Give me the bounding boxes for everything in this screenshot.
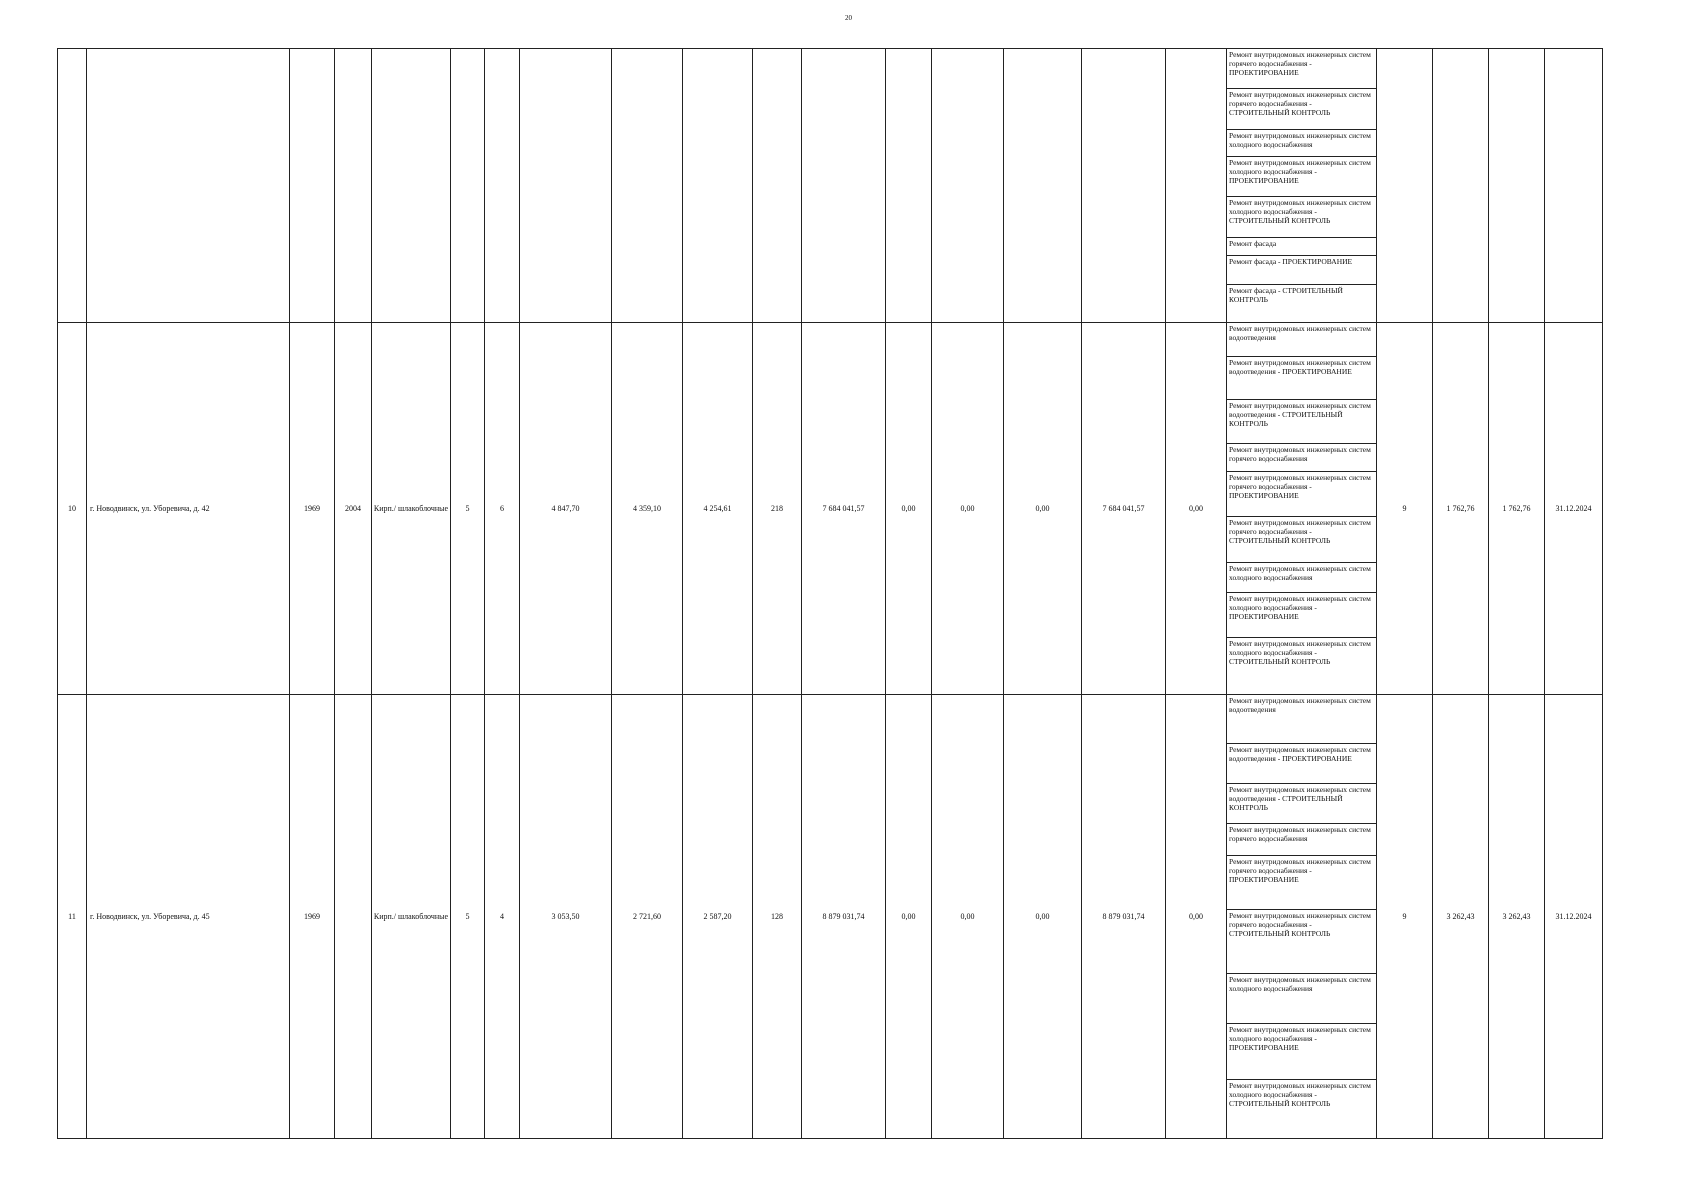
limit-per-m2-cell: 3 262,43	[1489, 695, 1545, 1139]
address-cell: г. Новодвинск, ул. Уборевича, д. 45	[87, 695, 290, 1139]
work-kind-cell: 9	[1377, 323, 1433, 695]
wall-material-cell	[372, 49, 451, 323]
year-overhaul-cell: 2004	[335, 323, 372, 695]
work-item: Ремонт внутридомовых инженерных систем горячего водоснабжения	[1227, 444, 1376, 472]
regional-cost-cell: 0,00	[932, 323, 1004, 695]
entrances-cell: 6	[485, 323, 520, 695]
table-row	[58, 49, 1603, 323]
entrances-cell: 4	[485, 695, 520, 1139]
work-item: Ремонт внутридомовых инженерных систем водоотведения - СТРОИТЕЛЬНЫЙ КОНТРОЛЬ	[1227, 784, 1376, 824]
other-cost-cell	[1166, 49, 1227, 323]
limit-per-m2-cell	[1489, 49, 1545, 323]
work-item: Ремонт внутридомовых инженерных систем холодного водоснабжения - ПРОЕКТИРОВАНИЕ	[1227, 157, 1376, 197]
total-area-cell: 3 053,50	[520, 695, 612, 1139]
works-list-cell	[1227, 49, 1377, 323]
fund-cost-cell: 0,00	[886, 323, 932, 695]
work-item: Ремонт внутридомовых инженерных систем горячего водоснабжения - ПРОЕКТИРОВАНИЕ	[1227, 49, 1376, 89]
work-item: Ремонт внутридомовых инженерных систем водоотведения - СТРОИТЕЛЬНЫЙ КОНТРОЛЬ	[1227, 400, 1376, 444]
table-row	[58, 323, 1603, 695]
premises-area-cell	[612, 49, 683, 323]
page-number: 20	[845, 14, 852, 22]
work-item: Ремонт внутридомовых инженерных систем горячего водоснабжения - ПРОЕКТИРОВАНИЕ	[1227, 472, 1376, 517]
work-item: Ремонт внутридомовых инженерных систем водоотведения - ПРОЕКТИРОВАНИЕ	[1227, 744, 1376, 784]
work-item: Ремонт внутридомовых инженерных систем горячего водоснабжения	[1227, 824, 1376, 856]
row-number-cell: 11	[58, 695, 87, 1139]
year-overhaul-cell	[335, 695, 372, 1139]
work-item: Ремонт внутридомовых инженерных систем холодного водоснабжения - СТРОИТЕЛЬНЫЙ КОНТРОЛЬ	[1229, 639, 1371, 666]
residents-cell: 218	[753, 323, 802, 695]
premises-area-cell: 2 721,60	[612, 695, 683, 1139]
limit-per-m2-cell: 1 762,76	[1489, 323, 1545, 695]
year-built-cell	[290, 49, 335, 323]
cost-per-m2-cell	[1433, 49, 1489, 323]
work-item: Ремонт фасада - СТРОИТЕЛЬНЫЙ КОНТРОЛЬ	[1229, 286, 1343, 304]
municipal-cost-cell: 0,00	[1004, 695, 1082, 1139]
deadline-cell: 31.12.2024	[1545, 695, 1603, 1139]
floors-cell: 5	[451, 323, 485, 695]
deadline-cell: 31.12.2024	[1545, 323, 1603, 695]
entrances-cell	[485, 49, 520, 323]
capital-repair-table	[57, 48, 1603, 1139]
owners-cost-cell: 7 684 041,57	[1082, 323, 1166, 695]
work-item: Ремонт внутридомовых инженерных систем холодного водоснабжения	[1227, 563, 1376, 593]
residents-cell: 128	[753, 695, 802, 1139]
fund-cost-cell	[886, 49, 932, 323]
municipal-cost-cell	[1004, 49, 1082, 323]
work-item: Ремонт внутридомовых инженерных систем холодного водоснабжения - СТРОИТЕЛЬНЫЙ КОНТРОЛЬ	[1229, 1081, 1371, 1108]
floors-cell: 5	[451, 695, 485, 1139]
owners-cost-cell: 8 879 031,74	[1082, 695, 1166, 1139]
total-cost-cell: 7 684 041,57	[802, 323, 886, 695]
total-area-cell: 4 847,70	[520, 323, 612, 695]
work-item: Ремонт внутридомовых инженерных систем водоотведения	[1227, 323, 1376, 357]
cost-per-m2-cell: 3 262,43	[1433, 695, 1489, 1139]
floors-cell	[451, 49, 485, 323]
cost-per-m2-cell: 1 762,76	[1433, 323, 1489, 695]
other-cost-cell: 0,00	[1166, 695, 1227, 1139]
total-cost-cell	[802, 49, 886, 323]
premises-area-cell: 4 359,10	[612, 323, 683, 695]
work-item: Ремонт фасада - ПРОЕКТИРОВАНИЕ	[1227, 256, 1376, 285]
regional-cost-cell	[932, 49, 1004, 323]
work-item: Ремонт фасада	[1227, 238, 1376, 256]
residential-area-cell	[683, 49, 753, 323]
residential-area-cell: 4 254,61	[683, 323, 753, 695]
work-kind-cell: 9	[1377, 695, 1433, 1139]
address-cell	[87, 49, 290, 323]
work-item: Ремонт внутридомовых инженерных систем холодного водоснабжения - ПРОЕКТИРОВАНИЕ	[1227, 593, 1376, 638]
works-list-cell	[1227, 323, 1377, 695]
work-kind-cell	[1377, 49, 1433, 323]
work-items-list	[1227, 695, 1376, 1138]
other-cost-cell: 0,00	[1166, 323, 1227, 695]
work-item: Ремонт внутридомовых инженерных систем холодного водоснабжения - СТРОИТЕЛЬНЫЙ КОНТРОЛЬ	[1227, 197, 1376, 238]
work-item: Ремонт внутридомовых инженерных систем горячего водоснабжения - СТРОИТЕЛЬНЫЙ КОНТРОЛЬ	[1227, 517, 1376, 563]
row-number-cell	[58, 49, 87, 323]
year-built-cell: 1969	[290, 695, 335, 1139]
work-item: Ремонт внутридомовых инженерных систем холодного водоснабжения	[1227, 130, 1376, 157]
work-item: Ремонт внутридомовых инженерных систем горячего водоснабжения - СТРОИТЕЛЬНЫЙ КОНТРОЛЬ	[1227, 89, 1376, 130]
deadline-cell	[1545, 49, 1603, 323]
work-item: Ремонт внутридомовых инженерных систем холодного водоснабжения	[1227, 974, 1376, 1024]
work-items-list	[1227, 323, 1376, 694]
work-item: Ремонт внутридомовых инженерных систем водоотведения - ПРОЕКТИРОВАНИЕ	[1227, 357, 1376, 400]
address-cell: г. Новодвинск, ул. Уборевича, д. 42	[87, 323, 290, 695]
wall-material-cell: Кирп./ шлакоблочные	[372, 323, 451, 695]
total-cost-cell: 8 879 031,74	[802, 695, 886, 1139]
year-overhaul-cell	[335, 49, 372, 323]
residential-area-cell: 2 587,20	[683, 695, 753, 1139]
residents-cell	[753, 49, 802, 323]
work-item: Ремонт внутридомовых инженерных систем горячего водоснабжения - СТРОИТЕЛЬНЫЙ КОНТРОЛЬ	[1227, 910, 1376, 974]
table-row	[58, 695, 1603, 1139]
works-list-cell	[1227, 695, 1377, 1139]
wall-material-cell: Кирп./ шлакоблочные	[372, 695, 451, 1139]
municipal-cost-cell: 0,00	[1004, 323, 1082, 695]
work-item: Ремонт внутридомовых инженерных систем горячего водоснабжения - ПРОЕКТИРОВАНИЕ	[1227, 856, 1376, 910]
work-item: Ремонт внутридомовых инженерных систем водоотведения	[1227, 695, 1376, 744]
work-items-list	[1227, 49, 1376, 322]
total-area-cell	[520, 49, 612, 323]
work-item: Ремонт внутридомовых инженерных систем холодного водоснабжения - ПРОЕКТИРОВАНИЕ	[1227, 1024, 1376, 1080]
regional-cost-cell: 0,00	[932, 695, 1004, 1139]
fund-cost-cell: 0,00	[886, 695, 932, 1139]
year-built-cell: 1969	[290, 323, 335, 695]
row-number-cell: 10	[58, 323, 87, 695]
owners-cost-cell	[1082, 49, 1166, 323]
